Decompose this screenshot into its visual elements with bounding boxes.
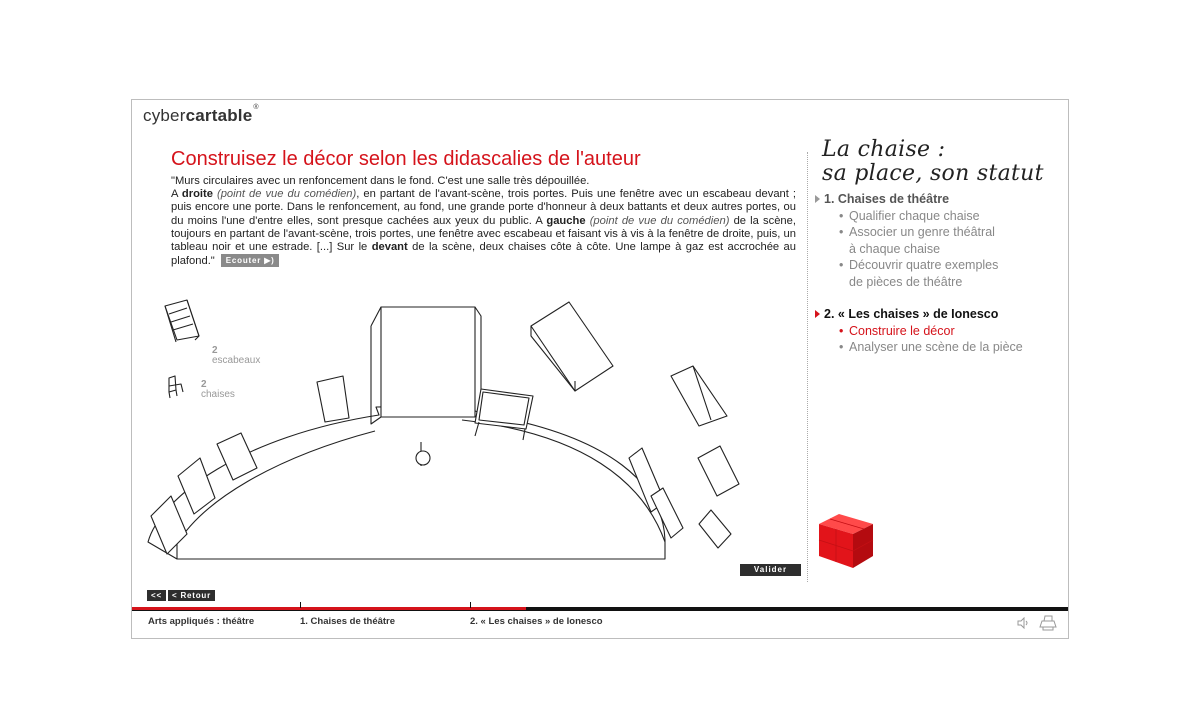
ladder-icon	[165, 300, 199, 342]
menu-item-qualifier[interactable]	[815, 208, 1065, 225]
menu-item-analyser[interactable]	[815, 339, 1065, 356]
stage-floor	[148, 406, 665, 559]
triangle-right-icon	[815, 195, 820, 203]
left-door	[317, 376, 349, 422]
menu-item-label: Découvrir quatre exemples	[849, 258, 999, 272]
logo-mark: ®	[253, 104, 259, 111]
menu-item-label-cont: à chaque chaise	[849, 241, 941, 256]
logo-light: cyber	[143, 106, 186, 125]
text-emphasis-droite: droite	[181, 188, 213, 201]
menu-item-label: Associer un genre théâtral	[849, 225, 995, 239]
text-segment: de la scène, toujours en partant de l'avant-scène, trois portes, une fenêtre avec escabeau et faisant vis à vis à la fenêtre de droite, puis, un tableau noir et une estrade. [...] Sur le	[171, 214, 796, 254]
bullet-icon: •	[839, 323, 844, 338]
menu-item-construire[interactable]	[815, 323, 1065, 340]
menu-item-label: Qualifier chaque chaise	[849, 208, 980, 223]
text-segment: , en partant de l'avant-scène, trois portes. Puis une fenêtre avec un escabeau devant ; puis encore une porte. Dans le renfoncement, au fond, une grande porte d'honneur à deux battants et deux autres portes, ou du moins l'une d'entre elles, sont presque cachées aux yeux du public. A	[171, 188, 797, 227]
menu-section-1-label: 1. Chaises de théâtre	[824, 192, 950, 206]
sound-icon[interactable]	[1016, 617, 1030, 629]
cybercartable-logo	[143, 106, 259, 126]
crumb-chaises-theatre[interactable]: 1. Chaises de théâtre	[300, 616, 396, 627]
back-to-start-button[interactable]: <<	[147, 590, 166, 601]
menu-item-decouvrir[interactable]	[815, 257, 1065, 290]
listen-label: Ecouter	[225, 256, 262, 266]
chair-label: chaises	[201, 389, 235, 400]
module-title	[822, 138, 1044, 186]
text-segment: A	[171, 188, 182, 201]
door-piece	[698, 446, 739, 496]
module-title-line-1: La chaise :	[822, 137, 946, 162]
progress-tick	[470, 602, 471, 608]
menu-section-2-label: 2. « Les chaises » de Ionesco	[824, 307, 999, 321]
logo-bold: cartable	[185, 106, 253, 125]
progress-fill	[132, 607, 526, 610]
ladder-label: escabeaux	[212, 355, 261, 366]
back-navigation	[147, 590, 215, 601]
red-cube-icon	[817, 510, 879, 572]
validate-button[interactable]: Valider	[740, 564, 801, 576]
platform-piece	[531, 302, 613, 391]
chair-count: 2	[201, 379, 207, 390]
bullet-icon: •	[839, 208, 844, 223]
text-segment: de la scène, deux chaises côte à côte. Une lampe à gaz est accrochée au plafond."	[171, 241, 796, 268]
bullet-icon: •	[839, 258, 844, 272]
crumb-ionesco[interactable]: 2. « Les chaises » de Ionesco	[470, 616, 603, 627]
ladder-palette[interactable]	[212, 346, 260, 366]
didascalie-text	[171, 175, 796, 268]
bullet-icon: •	[839, 225, 844, 239]
menu-section-1-head[interactable]	[815, 191, 1065, 208]
text-emphasis-gauche: gauche	[546, 214, 586, 227]
gas-lamp	[416, 451, 430, 465]
ladder-count: 2	[212, 345, 218, 356]
footer-breadcrumb	[132, 611, 1069, 639]
menu-item-label: Analyser une scène de la pièce	[849, 340, 1023, 354]
text-italic: (point de vue du comédien)	[585, 214, 730, 227]
back-door-of-honour	[381, 307, 475, 417]
menu-section-1	[815, 191, 1065, 290]
menu-item-label-cont: de pièces de théâtre	[849, 274, 963, 289]
text-italic: (point de vue du comédien)	[212, 188, 357, 201]
door-piece	[699, 510, 731, 548]
chair-palette[interactable]	[201, 380, 235, 400]
text-emphasis-devant: devant	[371, 241, 408, 254]
didascalie-line-1: "Murs circulaires avec un renfoncement dans le fond. C'est une salle très dépouillée.	[171, 175, 590, 187]
window-piece	[671, 366, 727, 426]
app-window	[131, 99, 1069, 639]
bullet-icon: •	[839, 340, 844, 354]
chair-icon	[169, 376, 183, 398]
module-menu	[815, 191, 1065, 372]
stage-canvas[interactable]	[143, 296, 813, 578]
module-title-line-2: sa place, son statut	[822, 161, 1044, 186]
vertical-divider	[807, 152, 808, 582]
speaker-icon: ▶)	[264, 256, 275, 266]
print-icon[interactable]	[1038, 615, 1058, 631]
menu-section-2-head[interactable]	[815, 306, 1065, 323]
menu-item-label: Construire le décor	[849, 323, 955, 338]
progress-tick	[300, 602, 301, 608]
menu-item-associer[interactable]	[815, 224, 1065, 257]
menu-section-2	[815, 306, 1065, 356]
crumb-arts[interactable]: Arts appliqués : théâtre	[148, 616, 255, 627]
footer-icons	[1016, 615, 1058, 631]
back-button[interactable]: < Retour	[168, 590, 215, 601]
activity-title: Construisez le décor selon les didascalies de l'auteur	[171, 148, 641, 170]
listen-button[interactable]	[221, 254, 279, 267]
triangle-right-icon	[815, 310, 820, 318]
